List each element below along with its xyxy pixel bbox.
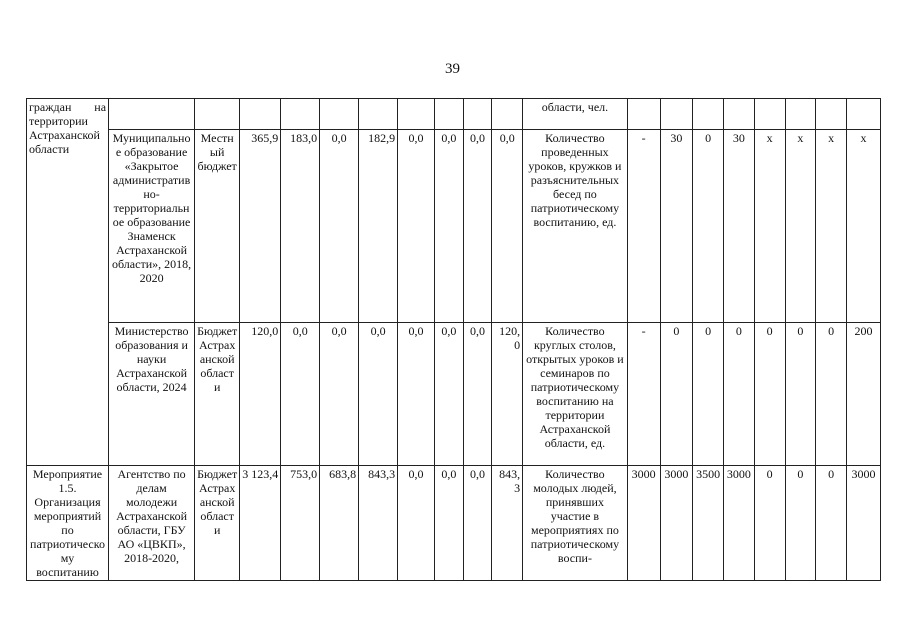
indicator-cell: области, чел.	[523, 99, 628, 130]
value-cell	[785, 99, 816, 130]
event-cell: Мероприятие 1.5. Организация мероприятий по патриотическому воспитанию	[27, 466, 109, 581]
amount-cell: 365,9	[240, 130, 281, 323]
source-cell	[195, 99, 240, 130]
amount-cell: 0,0	[398, 323, 435, 466]
value-cell: 3500	[693, 466, 724, 581]
event-cell: граждан на территории Астраханской области	[27, 99, 109, 466]
value-cell: х	[816, 130, 847, 323]
amount-cell: 0,0	[398, 466, 435, 581]
value-cell: 0	[693, 130, 724, 323]
table-row	[27, 130, 881, 323]
value-cell: 30	[660, 130, 693, 323]
value-cell	[693, 99, 724, 130]
value-cell: х	[785, 130, 816, 323]
amount-cell	[281, 99, 320, 130]
source-cell: Местный бюджет	[195, 130, 240, 323]
value-cell: 0	[816, 323, 847, 466]
amount-cell: 0,0	[463, 466, 492, 581]
value-cell: 0	[724, 323, 755, 466]
amount-cell: 0,0	[492, 130, 523, 323]
amount-cell: 0,0	[434, 466, 463, 581]
program-table	[26, 98, 881, 581]
value-cell: 0	[660, 323, 693, 466]
amount-cell: 0,0	[434, 323, 463, 466]
value-cell: 3000	[724, 466, 755, 581]
table-row	[27, 323, 881, 466]
value-cell: х	[847, 130, 881, 323]
amount-cell: 3 123,4	[240, 466, 281, 581]
amount-cell: 120,0	[240, 323, 281, 466]
amount-cell: 0,0	[398, 130, 435, 323]
value-cell	[847, 99, 881, 130]
amount-cell: 843,3	[492, 466, 523, 581]
amount-cell: 0,0	[320, 130, 359, 323]
value-cell: 30	[724, 130, 755, 323]
indicator-cell: Количество проведенных уроков, кружков и разъяснительных бесед по патриотическому воспитанию, ед.	[523, 130, 628, 323]
indicator-cell: Количество молодых людей, принявших участие в мероприятиях по патриотическому воспи-	[523, 466, 628, 581]
value-cell	[627, 99, 660, 130]
amount-cell: 0,0	[320, 323, 359, 466]
executor-cell	[109, 99, 195, 130]
amount-cell: 120,0	[492, 323, 523, 466]
executor-cell: Агентство по делам молодежи Астраханской области, ГБУ АО «ЦВКП», 2018-2020,	[109, 466, 195, 581]
amount-cell: 183,0	[281, 130, 320, 323]
amount-cell	[492, 99, 523, 130]
amount-cell: 843,3	[359, 466, 398, 581]
amount-cell	[359, 99, 398, 130]
value-cell: 0	[785, 323, 816, 466]
value-cell: 3000	[660, 466, 693, 581]
table-row	[27, 99, 881, 130]
table-row	[27, 466, 881, 581]
source-cell: Бюджет Астраханской области	[195, 466, 240, 581]
value-cell	[660, 99, 693, 130]
amount-cell: 0,0	[463, 323, 492, 466]
value-cell	[754, 99, 785, 130]
amount-cell	[434, 99, 463, 130]
value-cell	[816, 99, 847, 130]
amount-cell	[463, 99, 492, 130]
value-cell: 200	[847, 323, 881, 466]
amount-cell	[320, 99, 359, 130]
value-cell: 0	[816, 466, 847, 581]
executor-cell: Муниципальное образование «Закрытое административно-территориальное образование Знаменск Астраханской области», 2018, 2020	[109, 130, 195, 323]
page-number: 39	[445, 61, 460, 77]
amount-cell	[398, 99, 435, 130]
amount-cell	[240, 99, 281, 130]
amount-cell: 753,0	[281, 466, 320, 581]
indicator-cell: Количество круглых столов, открытых уроков и семинаров по патриотическому воспитанию на территории Астраханской области, ед.	[523, 323, 628, 466]
value-cell: 3000	[627, 466, 660, 581]
value-cell: -	[627, 130, 660, 323]
value-cell: х	[754, 130, 785, 323]
value-cell: 0	[754, 466, 785, 581]
amount-cell: 683,8	[320, 466, 359, 581]
amount-cell: 0,0	[434, 130, 463, 323]
value-cell: -	[627, 323, 660, 466]
amount-cell: 0,0	[463, 130, 492, 323]
executor-cell: Министерство образования и науки Астраханской области, 2024	[109, 323, 195, 466]
value-cell: 0	[754, 323, 785, 466]
amount-cell: 182,9	[359, 130, 398, 323]
source-cell: Бюджет Астраханской области	[195, 323, 240, 466]
value-cell: 0	[693, 323, 724, 466]
value-cell	[724, 99, 755, 130]
value-cell: 0	[785, 466, 816, 581]
value-cell: 3000	[847, 466, 881, 581]
amount-cell: 0,0	[359, 323, 398, 466]
amount-cell: 0,0	[281, 323, 320, 466]
